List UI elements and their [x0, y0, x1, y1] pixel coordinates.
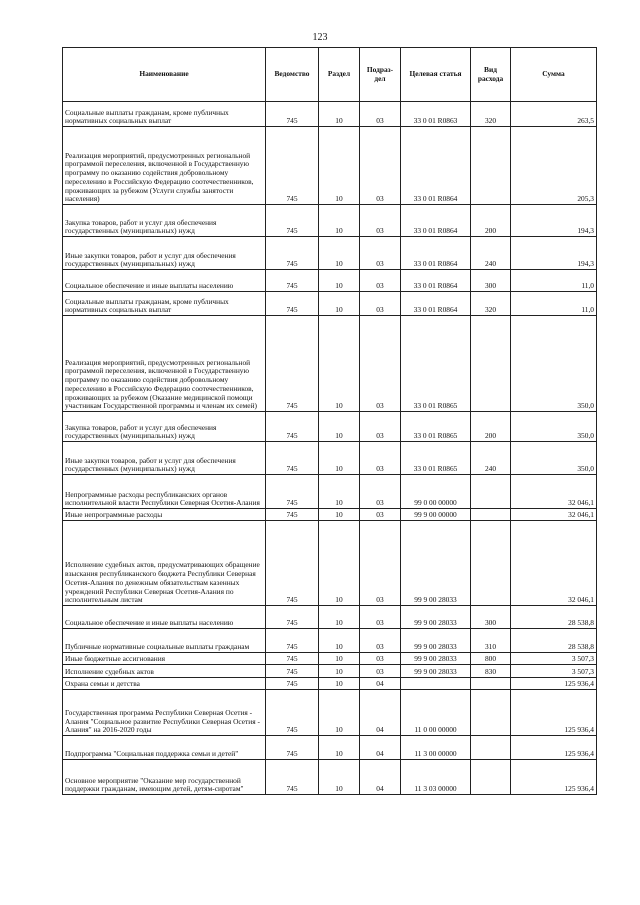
row-sum: 350,0: [511, 442, 597, 475]
row-target: 99 9 00 28033: [401, 653, 471, 665]
row-vedomstvo: 745: [266, 102, 319, 127]
row-sum: 350,0: [511, 316, 597, 412]
header-vid: Вид расхода: [471, 48, 511, 102]
row-sum: 32 046,1: [511, 509, 597, 521]
table-row: [63, 629, 597, 653]
row-target: 33 0 01 R0864: [401, 205, 471, 237]
row-name: Охрана семьи и детства: [63, 678, 266, 690]
row-sum: 11,0: [511, 292, 597, 316]
table-row: [63, 678, 597, 690]
row-name: Исполнение судебных актов, предусматривающих обращение взыскания республиканского бюджета Республики Северная Осетия-Алания по денежным обязательствам казенных учреждений Республики Северная Осетия-Алания по исполнительным листам: [63, 521, 266, 606]
row-podrazdel: 03: [360, 606, 401, 629]
row-podrazdel: 03: [360, 205, 401, 237]
row-vid: [471, 127, 511, 205]
row-podrazdel: 03: [360, 127, 401, 205]
row-target: 99 0 00 00000: [401, 475, 471, 509]
row-podrazdel: 04: [360, 736, 401, 760]
row-sum: 125 936,4: [511, 678, 597, 690]
row-vedomstvo: 745: [266, 205, 319, 237]
row-sum: 125 936,4: [511, 736, 597, 760]
row-vid: 240: [471, 237, 511, 270]
row-name: Исполнение судебных актов: [63, 665, 266, 678]
row-razdel: 10: [319, 521, 360, 606]
row-target: 99 9 00 28033: [401, 629, 471, 653]
row-name: Публичные нормативные социальные выплаты гражданам: [63, 629, 266, 653]
table-row: [63, 442, 597, 475]
row-podrazdel: 03: [360, 316, 401, 412]
row-podrazdel: 04: [360, 690, 401, 736]
row-name: Иные закупки товаров, работ и услуг для обеспечения государственных (муниципальных) нужд: [63, 237, 266, 270]
row-vid: 800: [471, 653, 511, 665]
table-row: [63, 102, 597, 127]
row-vedomstvo: 745: [266, 237, 319, 270]
table-row: [63, 205, 597, 237]
row-vedomstvo: 745: [266, 521, 319, 606]
row-name: Реализация мероприятий, предусмотренных региональной программой переселения, включенной в Государственную программу по оказанию содействия добровольному переселению в Российскую Федерацию соотечественников, проживающих за рубежом (Оказание медицинской помощи участникам Государственной программы и членам их семей): [63, 316, 266, 412]
row-vid: [471, 678, 511, 690]
row-razdel: 10: [319, 412, 360, 442]
table-header-row: [63, 48, 597, 102]
row-podrazdel: 03: [360, 653, 401, 665]
table-row: [63, 521, 597, 606]
row-target: 11 3 03 00000: [401, 760, 471, 795]
row-vid: [471, 736, 511, 760]
row-razdel: 10: [319, 690, 360, 736]
row-razdel: 10: [319, 678, 360, 690]
row-vedomstvo: 745: [266, 475, 319, 509]
row-target: 33 0 01 R0865: [401, 316, 471, 412]
row-razdel: 10: [319, 760, 360, 795]
row-vedomstvo: 745: [266, 606, 319, 629]
row-target: 33 0 01 R0863: [401, 102, 471, 127]
table-row: [63, 509, 597, 521]
row-podrazdel: 03: [360, 442, 401, 475]
row-vedomstvo: 745: [266, 653, 319, 665]
row-vedomstvo: 745: [266, 316, 319, 412]
row-sum: 263,5: [511, 102, 597, 127]
table-row: [63, 412, 597, 442]
table-row: [63, 270, 597, 292]
row-vid: 200: [471, 205, 511, 237]
row-vid: 320: [471, 292, 511, 316]
row-vid: [471, 521, 511, 606]
header-razdel: Раздел: [319, 48, 360, 102]
row-name: Социальные выплаты гражданам, кроме публичных нормативных социальных выплат: [63, 292, 266, 316]
page-number: 123: [312, 32, 328, 43]
row-name: Социальное обеспечение и иные выплаты населению: [63, 606, 266, 629]
row-target: 33 0 01 R0865: [401, 442, 471, 475]
row-vid: 300: [471, 606, 511, 629]
row-name: Подпрограмма "Социальная поддержка семьи и детей": [63, 736, 266, 760]
row-sum: 125 936,4: [511, 760, 597, 795]
row-name: Иные закупки товаров, работ и услуг для обеспечения государственных (муниципальных) нужд: [63, 442, 266, 475]
row-razdel: 10: [319, 606, 360, 629]
row-razdel: 10: [319, 316, 360, 412]
row-sum: 350,0: [511, 412, 597, 442]
row-target: 33 0 01 R0864: [401, 270, 471, 292]
row-razdel: 10: [319, 270, 360, 292]
row-name: Иные непрограммные расходы: [63, 509, 266, 521]
row-sum: 28 538,8: [511, 629, 597, 653]
row-vedomstvo: 745: [266, 629, 319, 653]
row-target: 33 0 01 R0864: [401, 127, 471, 205]
row-vedomstvo: 745: [266, 442, 319, 475]
row-vedomstvo: 745: [266, 690, 319, 736]
row-razdel: 10: [319, 237, 360, 270]
row-vid: 240: [471, 442, 511, 475]
row-vid: [471, 690, 511, 736]
row-name: Закупка товаров, работ и услуг для обеспечения государственных (муниципальных) нужд: [63, 205, 266, 237]
row-sum: 3 507,3: [511, 653, 597, 665]
row-podrazdel: 03: [360, 521, 401, 606]
row-razdel: 10: [319, 475, 360, 509]
row-target: 11 0 00 00000: [401, 690, 471, 736]
row-vedomstvo: 745: [266, 736, 319, 760]
table-row: [63, 316, 597, 412]
row-razdel: 10: [319, 665, 360, 678]
row-target: 99 9 00 28033: [401, 521, 471, 606]
row-target: 33 0 01 R0864: [401, 237, 471, 270]
row-vid: [471, 475, 511, 509]
row-podrazdel: 04: [360, 760, 401, 795]
row-podrazdel: 03: [360, 665, 401, 678]
row-razdel: 10: [319, 509, 360, 521]
row-podrazdel: 03: [360, 412, 401, 442]
row-vedomstvo: 745: [266, 678, 319, 690]
row-name: Государственная программа Республики Северная Осетия - Алания "Социальное развитие Республики Северная Осетия - Алания" на 2016-2020 годы: [63, 690, 266, 736]
row-razdel: 10: [319, 102, 360, 127]
header-vedomstvo: Ведомство: [266, 48, 319, 102]
row-vid: 300: [471, 270, 511, 292]
row-podrazdel: 03: [360, 475, 401, 509]
table-row: [63, 653, 597, 665]
row-vid: 310: [471, 629, 511, 653]
row-sum: 125 936,4: [511, 690, 597, 736]
row-podrazdel: 03: [360, 102, 401, 127]
row-sum: 194,3: [511, 205, 597, 237]
row-target: 33 0 01 R0864: [401, 292, 471, 316]
table-row: [63, 475, 597, 509]
row-vedomstvo: 745: [266, 509, 319, 521]
table-row: [63, 736, 597, 760]
header-target: Целевая статья: [401, 48, 471, 102]
row-name: Иные бюджетные ассигнования: [63, 653, 266, 665]
row-razdel: 10: [319, 736, 360, 760]
row-name: Основное мероприятие "Оказание мер государственной поддержки гражданам, имеющим детей, детям-сиротам": [63, 760, 266, 795]
row-vedomstvo: 745: [266, 665, 319, 678]
budget-table: [62, 47, 597, 795]
row-target: 99 9 00 28033: [401, 606, 471, 629]
row-vedomstvo: 745: [266, 292, 319, 316]
row-vid: 200: [471, 412, 511, 442]
row-vedomstvo: 745: [266, 760, 319, 795]
row-name: Реализация мероприятий, предусмотренных региональной программой переселения, включенной в Государственную программу по оказанию содействия добровольному переселению в Российскую Федерацию соотечественников, проживающих за рубежом (Услуги службы занятости населения): [63, 127, 266, 205]
row-podrazdel: 03: [360, 629, 401, 653]
row-sum: 32 046,1: [511, 521, 597, 606]
header-name: Наименование: [63, 48, 266, 102]
header-podrazdel: Подраз-дел: [360, 48, 401, 102]
row-name: Непрограммные расходы республиканских органов исполнительной власти Республики Северная Осетия-Алания: [63, 475, 266, 509]
row-target: 11 3 00 00000: [401, 736, 471, 760]
table-row: [63, 237, 597, 270]
table-row: [63, 760, 597, 795]
row-podrazdel: 03: [360, 292, 401, 316]
row-sum: 3 507,3: [511, 665, 597, 678]
row-vid: 320: [471, 102, 511, 127]
row-razdel: 10: [319, 442, 360, 475]
row-target: [401, 678, 471, 690]
row-target: 99 9 00 28033: [401, 665, 471, 678]
header-sum: Сумма: [511, 48, 597, 102]
row-vedomstvo: 745: [266, 270, 319, 292]
row-vedomstvo: 745: [266, 127, 319, 205]
row-sum: 11,0: [511, 270, 597, 292]
table-row: [63, 606, 597, 629]
row-vid: [471, 760, 511, 795]
row-razdel: 10: [319, 653, 360, 665]
table-row: [63, 665, 597, 678]
row-name: Закупка товаров, работ и услуг для обеспечения государственных (муниципальных) нужд: [63, 412, 266, 442]
row-sum: 28 538,8: [511, 606, 597, 629]
row-sum: 194,3: [511, 237, 597, 270]
row-sum: 205,3: [511, 127, 597, 205]
row-vid: [471, 316, 511, 412]
table-row: [63, 690, 597, 736]
row-podrazdel: 03: [360, 237, 401, 270]
row-vid: [471, 509, 511, 521]
row-razdel: 10: [319, 292, 360, 316]
table-row: [63, 292, 597, 316]
table-row: [63, 127, 597, 205]
row-vedomstvo: 745: [266, 412, 319, 442]
row-vid: 830: [471, 665, 511, 678]
row-podrazdel: 03: [360, 270, 401, 292]
row-target: 33 0 01 R0865: [401, 412, 471, 442]
row-razdel: 10: [319, 629, 360, 653]
row-name: Социальное обеспечение и иные выплаты населению: [63, 270, 266, 292]
row-podrazdel: 03: [360, 509, 401, 521]
row-podrazdel: 04: [360, 678, 401, 690]
row-target: 99 9 00 00000: [401, 509, 471, 521]
row-razdel: 10: [319, 127, 360, 205]
row-sum: 32 046,1: [511, 475, 597, 509]
row-razdel: 10: [319, 205, 360, 237]
row-name: Социальные выплаты гражданам, кроме публичных нормативных социальных выплат: [63, 102, 266, 127]
